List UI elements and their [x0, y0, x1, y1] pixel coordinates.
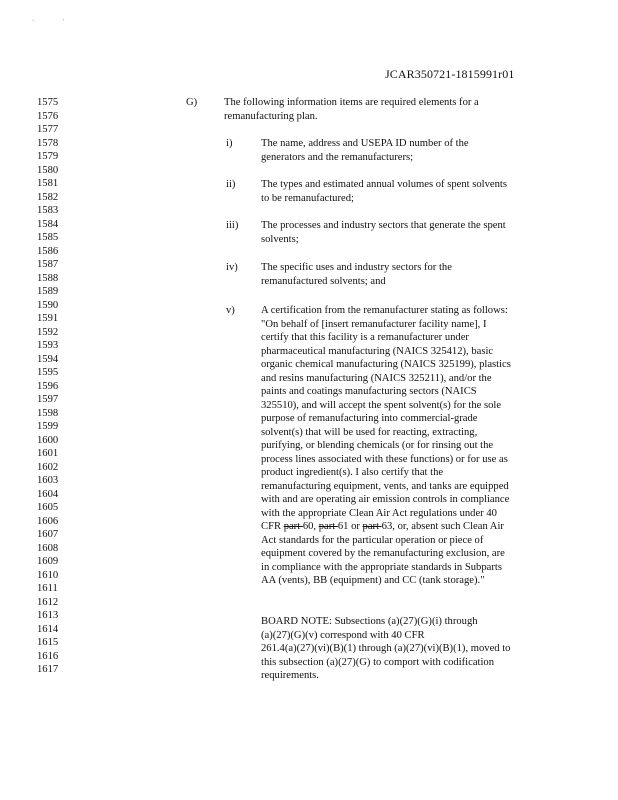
line-number: 1614 [37, 623, 59, 635]
struck-text: part [362, 521, 382, 532]
text-line: (a)(27)(G)(v) correspond with 40 CFR [261, 629, 425, 641]
text-line: and resins manufacturing (NAICS 325211), and/or the [261, 372, 492, 384]
text-line: purifying, or blending chemicals (or for rinsing out the [261, 440, 494, 451]
line-number: 1616 [37, 650, 59, 662]
text-line: BOARD NOTE: Subsections (a)(27)(G)(i) through [261, 616, 478, 627]
line-number: 1580 [37, 164, 59, 176]
line-number: 1603 [37, 475, 59, 486]
text-line: remanufactured solvents; and [261, 275, 386, 287]
text-line: The name, address and USEPA ID number of the [261, 138, 469, 149]
line-number: 1607 [37, 529, 59, 540]
text-line: The following information items are required elements for a [224, 97, 479, 108]
line-number: 1583 [37, 205, 59, 216]
text-line: remanufacturing equipment, vents, and tanks are equipped [261, 480, 509, 492]
line-number: 1601 [37, 448, 59, 459]
line-number: 1599 [37, 421, 59, 432]
item-iii-marker: iii) [226, 220, 239, 231]
line-number: 1597 [37, 394, 59, 405]
line-number: 1595 [37, 367, 59, 378]
line-number: 1588 [37, 272, 59, 284]
line-number: 1587 [37, 259, 59, 270]
text-line: requirements. [261, 670, 319, 681]
line-number: 1608 [37, 542, 59, 554]
text-line: The processes and industry sectors that generate the spent [261, 220, 506, 231]
section-g-marker: G) [186, 97, 198, 108]
line-number: 1609 [37, 556, 59, 567]
cfr-text: 61 or [337, 521, 363, 532]
text-line: equipment covered by the remanufacturing exclusion, are [261, 548, 505, 559]
struck-text: part [318, 521, 338, 532]
item-ii-text [261, 178, 507, 205]
line-number: 1612 [37, 596, 59, 608]
line-number: 1590 [37, 299, 59, 311]
line-number: 1589 [37, 286, 59, 297]
text-line: paints and coatings manufacturing sectors (NAICS [261, 386, 477, 397]
text-line: 325510), and will accept the spent solvent(s) for the sole [261, 399, 502, 411]
line-number: 1576 [37, 110, 59, 122]
cfr-text: CFR [261, 521, 284, 532]
cfr-line [261, 520, 511, 534]
line-number: 1578 [37, 137, 59, 149]
text-line: A certification from the remanufacturer stating as follows: [261, 305, 508, 316]
item-v-text [261, 304, 511, 588]
item-i-marker: i) [226, 138, 233, 149]
line-number: 1579 [37, 151, 59, 162]
line-number: 1610 [37, 569, 59, 581]
line-number: 1611 [37, 583, 58, 594]
section-g-text [224, 96, 479, 123]
text-line: solvent(s) that will be used for reacting, extracting, [261, 426, 478, 438]
text-line: The specific uses and industry sectors for the [261, 262, 452, 273]
cfr-text: 60, [302, 521, 319, 532]
text-line: solvents; [261, 233, 299, 245]
line-number: 1585 [37, 232, 59, 243]
board-note [261, 615, 510, 683]
text-line: certify that this facility is a remanufacturer under [261, 332, 469, 343]
item-iv-text [261, 261, 452, 288]
line-number: 1606 [37, 515, 59, 527]
line-number: 1598 [37, 407, 59, 419]
cfr-text: 63, or, absent such Clean Air [381, 521, 504, 532]
text-line: purpose of remanufacturing into commercial-grade [261, 413, 478, 424]
line-number: 1582 [37, 191, 59, 203]
line-number: 1591 [37, 313, 59, 324]
text-line: generators and the remanufacturers; [261, 151, 414, 163]
text-line: in compliance with the appropriate standards in Subparts [261, 561, 502, 573]
text-line: with and are operating air emission controls in compliance [261, 494, 510, 505]
item-iv-marker: iv) [226, 262, 238, 273]
line-number: 1594 [37, 353, 59, 365]
line-number: 1593 [37, 340, 59, 351]
text-line: to be remanufactured; [261, 192, 354, 204]
line-number: 1617 [37, 664, 59, 675]
text-line: process lines associated with these functions) or for use as [261, 453, 508, 465]
item-v-marker: v) [226, 305, 235, 316]
line-number-column [37, 96, 58, 677]
line-number: 1600 [37, 434, 59, 446]
line-number: 1581 [37, 178, 59, 189]
text-line: product ingredient(s). I also certify that the [261, 467, 444, 478]
text-line: with the appropriate Clean Air Act regulations under 40 [261, 507, 497, 519]
line-number: 1596 [37, 380, 59, 392]
scan-speck: ‘ [32, 18, 35, 26]
text-line: AA (vents), BB (equipment) and CC (tank storage)." [261, 575, 485, 586]
scan-speck: ’ [62, 18, 65, 26]
text-line: "On behalf of [insert remanufacturer facility name], I [261, 318, 487, 330]
line-number: 1592 [37, 326, 59, 338]
line-number: 1604 [37, 488, 59, 500]
line-number: 1575 [37, 97, 59, 108]
text-line: The types and estimated annual volumes of spent solvents [261, 179, 507, 190]
text-line: 261.4(a)(27)(vi)(B)(1) through (a)(27)(vi)(B)(1), moved to [261, 643, 511, 654]
line-number: 1613 [37, 610, 59, 621]
line-number: 1602 [37, 461, 59, 473]
item-iii-text [261, 219, 506, 246]
document-id: JCAR350721-1815991r01 [385, 67, 515, 81]
text-line: this subsection (a)(27)(G) to comport with codification [261, 656, 495, 668]
item-ii-marker: ii) [226, 179, 236, 190]
line-number: 1577 [37, 124, 59, 135]
item-i-text [261, 137, 469, 164]
text-line: remanufacturing plan. [224, 110, 318, 122]
text-line: organic chemical manufacturing (NAICS 325199), plastics [261, 359, 511, 370]
struck-text: part [283, 521, 303, 532]
line-number: 1586 [37, 245, 59, 257]
line-number: 1615 [37, 637, 59, 648]
text-line: pharmaceutical manufacturing (NAICS 325412), basic [261, 345, 494, 357]
line-number: 1584 [37, 218, 59, 230]
text-line: Act standards for the particular operation or piece of [261, 534, 484, 546]
line-number: 1605 [37, 502, 59, 513]
